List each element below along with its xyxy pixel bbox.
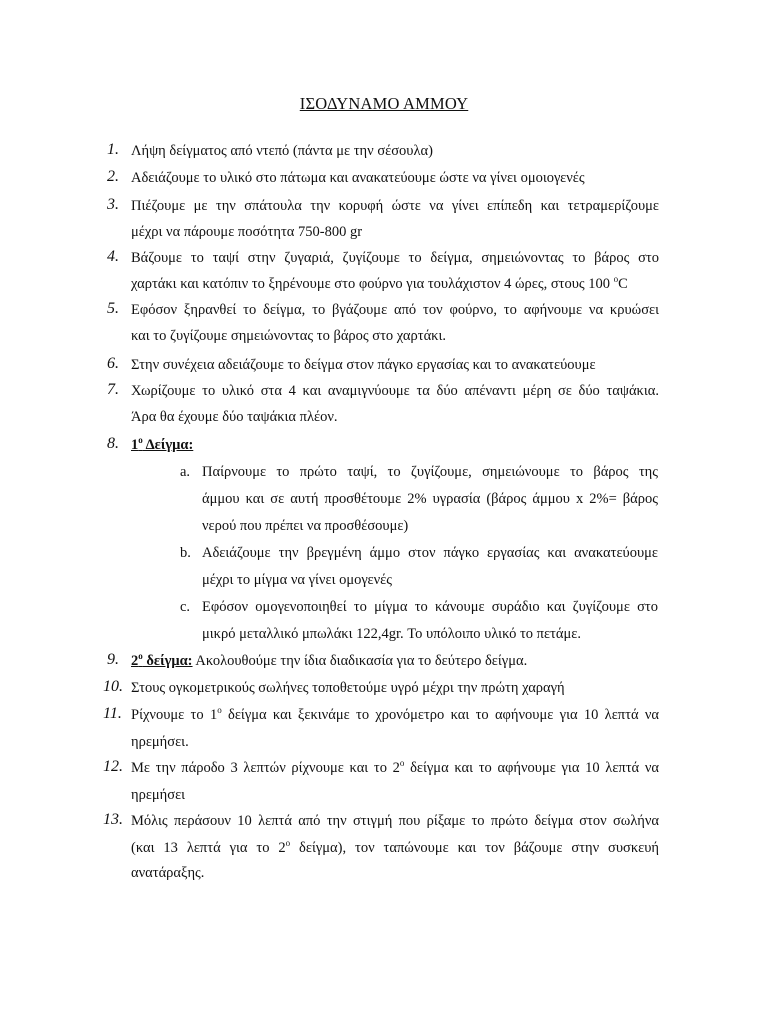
- item-text: Λήψη δείγματος από ντεπό (πάντα με την σέσουλα): [131, 143, 433, 159]
- sub-item-letter: a.: [180, 464, 191, 480]
- item-text: Αδειάζουμε το υλικό στο πάτωμα και ανακατεύουμε ώστε να γίνει ομοιογενές: [131, 170, 585, 186]
- item-number: 5.: [107, 300, 119, 317]
- item-text: $2^o$ δείγμα: Ακολουθούμε την ίδια διαδικασία για το δεύτερο δείγμα.: [131, 651, 528, 669]
- section-heading-sample-2: $2^o$ δείγμα:: [131, 651, 193, 669]
- document-title: ΙΣΟΔΥΝΑΜΟ ΑΜΜΟΥ: [299, 94, 469, 113]
- item-number: 9.: [107, 651, 119, 668]
- item-number: 6.: [107, 355, 119, 372]
- item-text-line-1: Μόλις περάσουν 10 λεπτά από την στιγμή που ρίξαμε το πρώτο δείγμα στον σωλήνα: [131, 813, 659, 829]
- sub-item-letter: c.: [180, 599, 191, 615]
- item-text-line-1: Χωρίζουμε το υλικό στα 4 και αναμιγνύουμε τα δύο απέναντι μέρη σε δύο ταψάκια.: [131, 383, 659, 399]
- item-text-line-2: ηρεμήσει: [131, 787, 186, 803]
- item-number: 1.: [107, 141, 119, 158]
- sub-item-text-line-2: άμμου και σε αυτή προσθέτουμε 2% υγρασία (βάρος άμμου x 2%= βάρος: [202, 491, 658, 507]
- section-heading-sample-1: $1^o$ Δείγμα:: [131, 435, 194, 453]
- item-text-line-2: χαρτάκι και κατόπιν το ξηρένουμε στο φούρνο για τουλάχιστον 4 ώρες, στους 100 $^o$C: [131, 274, 628, 292]
- item-text-line-1: Με την πάροδο 3 λεπτών ρίχνουμε και το $2^o$ δείγμα και το αφήνουμε για 10 λεπτά να: [131, 758, 659, 776]
- item-number: 10.: [103, 678, 123, 695]
- sub-item-text-line-3: νερού που πρέπει να προσθέσουμε): [202, 518, 409, 534]
- sub-item-text-line-1: Αδειάζουμε την βρεγμένη άμμο στον πάγκο εργασίας και ανακατεύουμε: [202, 545, 658, 561]
- item-text-line-1: Βάζουμε το ταψί στην ζυγαριά, ζυγίζουμε το δείγμα, σημειώνοντας το βάρος στο: [131, 250, 659, 266]
- item-number: 12.: [103, 758, 123, 775]
- item-number: 7.: [107, 381, 119, 398]
- item-text-line-1: Πιέζουμε με την σπάτουλα την κορυφή ώστε να γίνει επίπεδη και τετραμερίζουμε: [131, 198, 659, 214]
- sub-item-letter: b.: [180, 545, 191, 561]
- item-text-line-1: Ρίχνουμε το $1^o$ δείγμα και ξεκινάμε το χρονόμετρο και το αφήνουμε για 10 λεπτά να: [131, 705, 660, 723]
- sub-item-text-line-2: μικρό μεταλλικό μπωλάκι 122,4gr. Το υπόλοιπο υλικό το πετάμε.: [202, 626, 581, 642]
- item-number: 3.: [107, 196, 119, 213]
- item-text-line-2: μέχρι να πάρουμε ποσότητα 750-800 gr: [131, 224, 363, 240]
- item-text-line-2: ηρεμήσει.: [131, 734, 189, 750]
- item-text-line-1: Εφόσον ξηρανθεί το δείγμα, το βγάζουμε από τον φούρνο, το αφήνουμε να κρυώσει: [131, 302, 659, 318]
- item-text-line-2: (και 13 λεπτά για το $2^o$ δείγμα), τον ταπώνουμε και τον βάζουμε στην συσκευή: [131, 838, 659, 856]
- item-text: Στους ογκομετρικούς σωλήνες τοποθετούμε υγρό μέχρι την πρώτη χαραγή: [131, 680, 565, 696]
- sub-item-text-line-1: Παίρνουμε το πρώτο ταψί, το ζυγίζουμε, σημειώνουμε το βάρος της: [202, 464, 658, 480]
- item-number: 13.: [103, 811, 123, 828]
- item-text-line-2: Άρα θα έχουμε δύο ταψάκια πλέον.: [131, 409, 338, 425]
- item-text: Στην συνέχεια αδειάζουμε το δείγμα στον πάγκο εργασίας και το ανακατεύουμε: [131, 357, 596, 373]
- item-number: 11.: [103, 705, 122, 722]
- item-text-line-2: και το ζυγίζουμε σημειώνοντας το βάρος στο χαρτάκι.: [131, 328, 446, 344]
- item-number: 8.: [107, 435, 119, 452]
- sub-item-text-line-2: μέχρι το μίγμα να γίνει ομογενές: [202, 572, 393, 588]
- item-number: 4.: [107, 248, 119, 265]
- sub-item-text-line-1: Εφόσον ομογενοποιηθεί το μίγμα το κάνουμε συράδιο και ζυγίζουμε στο: [202, 599, 658, 615]
- item-text-line-3: ανατάραξης.: [131, 865, 205, 881]
- item-number: 2.: [107, 168, 119, 185]
